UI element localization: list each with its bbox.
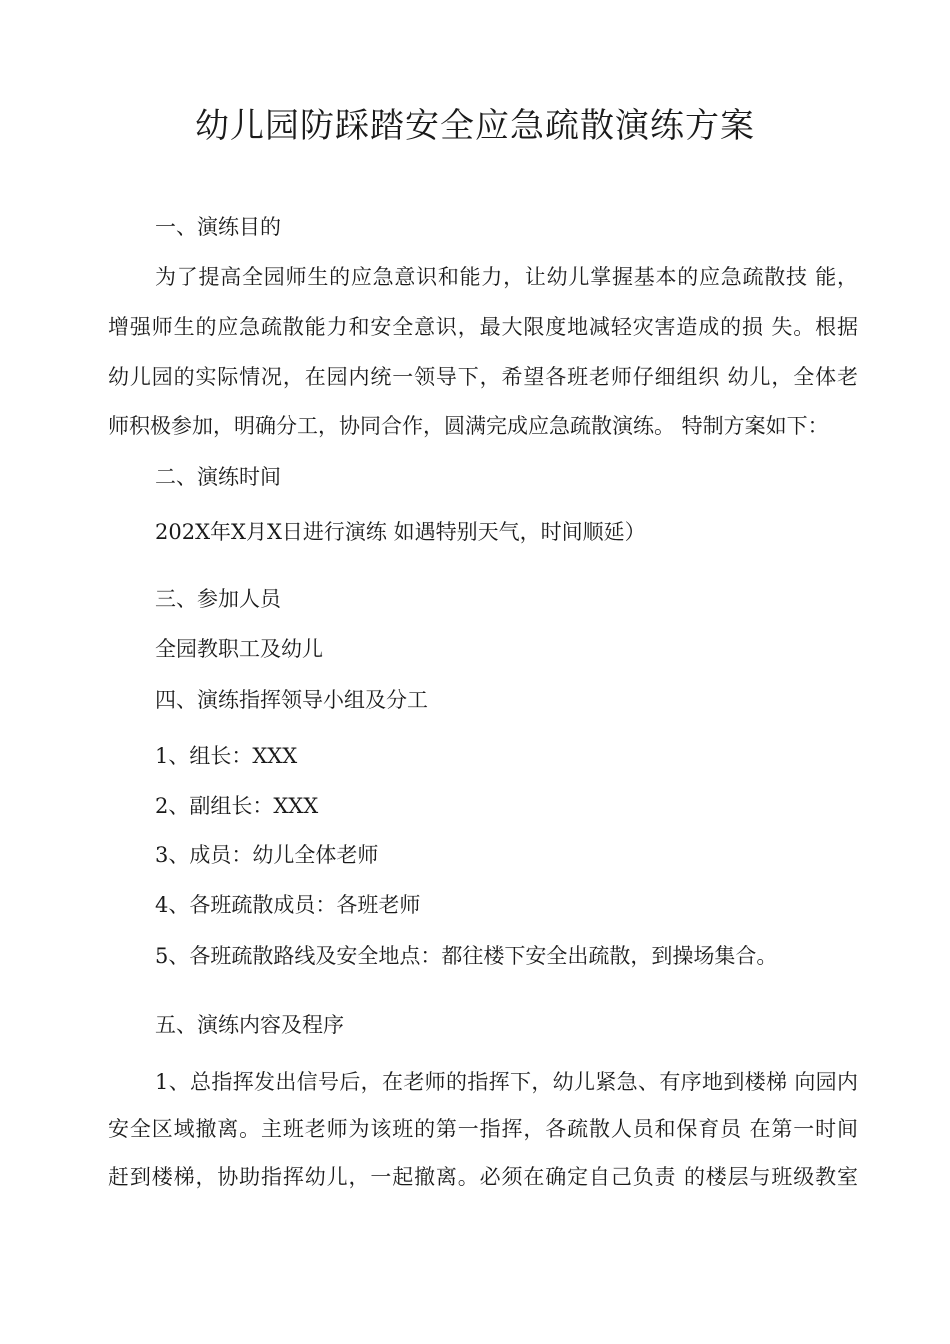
section5-line-1: 1、总指挥发出信号后，在老师的指挥下，幼儿紧急、有序地到楼梯 向园内 (155, 1070, 858, 1094)
section2-text: 202X年X月X日进行演练 如遇特别天气，时间顺延） (155, 520, 646, 544)
section5-heading: 五、演练内容及程序 (155, 1013, 344, 1037)
section1-line-4: 师积极参加，明确分工，协同合作，圆满完成应急疏散演练。 特制方案如下： (108, 414, 829, 438)
section4-item-5: 5、各班疏散路线及安全地点：都往楼下安全出疏散，到操场集合。 (155, 944, 778, 968)
section4-item-2: 2、副组长：XXX (155, 794, 319, 818)
section3-text: 全园教职工及幼儿 (155, 637, 323, 661)
section5-line-2: 安全区域撤离。主班老师为该班的第一指挥，各疏散人员和保育员 在第一时间 (108, 1117, 858, 1141)
section3-heading: 三、参加人员 (155, 587, 281, 611)
section1-heading: 一、演练目的 (155, 215, 281, 239)
document-title: 幼儿园防踩踏安全应急疏散演练方案 (195, 106, 755, 146)
section4-item-3: 3、成员：幼儿全体老师 (155, 843, 379, 867)
section4-item-4: 4、各班疏散成员：各班老师 (155, 893, 421, 917)
section2-heading: 二、演练时间 (155, 465, 281, 489)
section1-line-2: 增强师生的应急疏散能力和安全意识，最大限度地减轻灾害造成的损 失。根据 (108, 315, 858, 339)
section4-item-1: 1、组长：XXX (155, 744, 298, 768)
section5-line-3: 赶到楼梯，协助指挥幼儿，一起撤离。必须在确定自己负责 的楼层与班级教室 (108, 1165, 858, 1189)
section1-line-1: 为了提高全园师生的应急意识和能力，让幼儿掌握基本的应急疏散技 能， (155, 265, 858, 289)
section4-heading: 四、演练指挥领导小组及分工 (155, 688, 428, 712)
section1-line-3: 幼儿园的实际情况，在园内统一领导下，希望各班老师仔细组织 幼儿，全体老 (108, 365, 858, 389)
